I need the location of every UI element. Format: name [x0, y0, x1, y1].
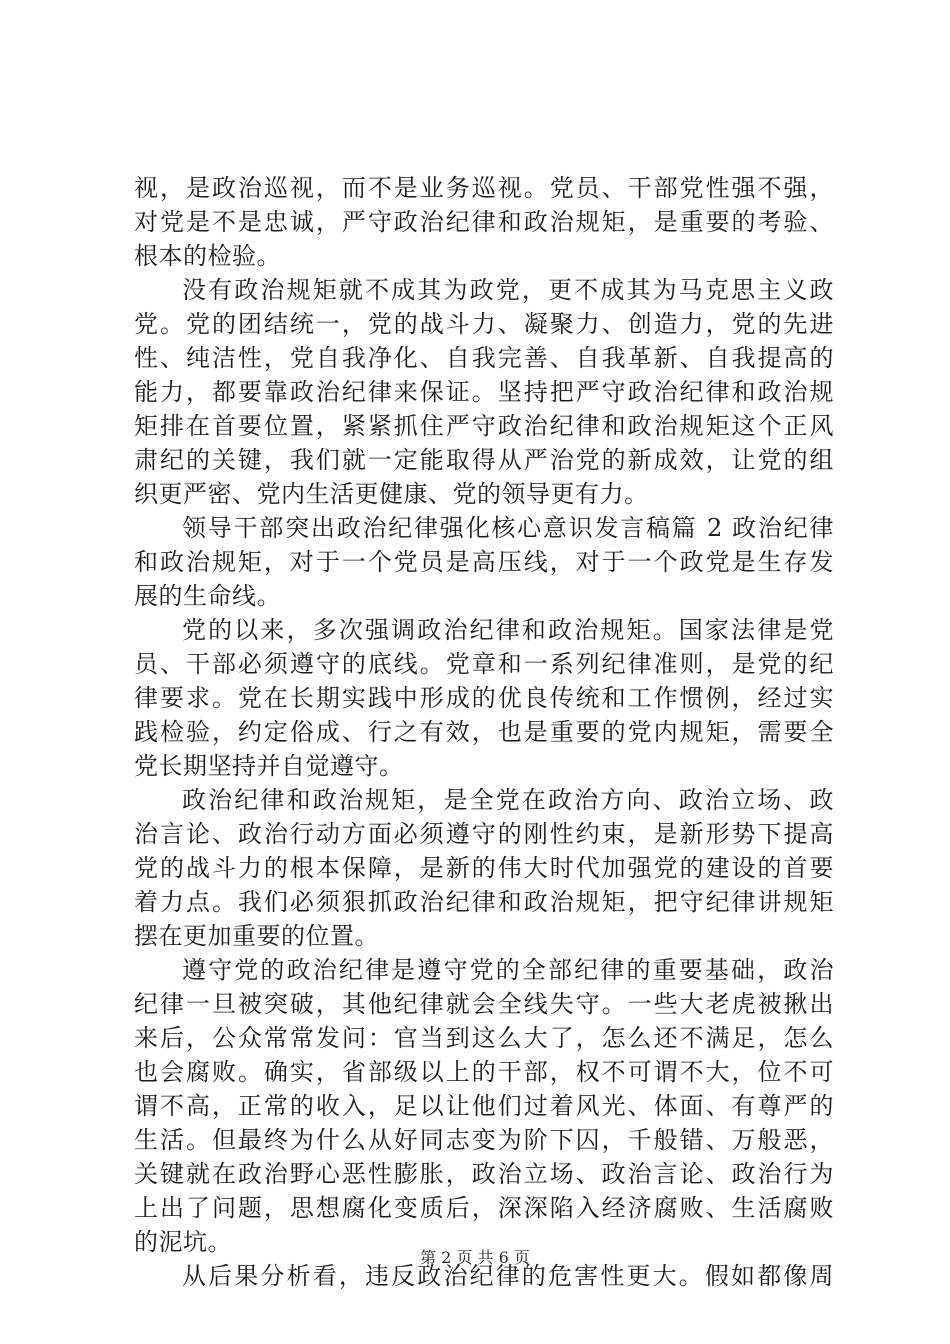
- text-line: 政治纪律和政治规矩，是全党在政治方向、政治立场、政: [182, 786, 834, 814]
- text-line: 上出了问题，思想腐化变质后，深深陷入经济腐败、生活腐败: [134, 1194, 834, 1222]
- text-line: 员、干部必须遵守的底线。党章和一系列纪律准则，是党的纪: [134, 650, 834, 678]
- text-line: 从后果分析看，违反政治纪律的危害性更大。假如都像周: [182, 1262, 834, 1290]
- text-line: 能力，都要靠政治纪律来保证。坚持把严守政治纪律和政治规: [134, 378, 834, 406]
- text-line: 也会腐败。确实，省部级以上的干部，权不可谓不大，位不可: [134, 1058, 834, 1086]
- text-line: 性、纯洁性，党自我净化、自我完善、自我革新、自我提高的: [134, 344, 834, 372]
- page-footer: [0, 1248, 950, 1268]
- text-line: 对党是不是忠诚，严守政治纪律和政治规矩，是重要的考验、: [134, 208, 834, 236]
- text-line: 肃纪的关键，我们就一定能取得从严治党的新成效，让党的组: [134, 446, 834, 474]
- text-line: 视，是政治巡视，而不是业务巡视。党员、干部党性强不强，: [134, 174, 834, 202]
- text-line: 践检验，约定俗成、行之有效，也是重要的党内规矩，需要全: [134, 718, 834, 746]
- text-line: 律要求。党在长期实践中形成的优良传统和工作惯例，经过实: [134, 684, 834, 712]
- text-line: 党。党的团结统一，党的战斗力、凝聚力、创造力，党的先进: [134, 310, 834, 338]
- text-line: 遵守党的政治纪律是遵守党的全部纪律的重要基础，政治: [182, 956, 834, 984]
- text-line: 根本的检验。: [134, 242, 281, 270]
- text-line: 治言论、政治行动方面必须遵守的刚性约束，是新形势下提高: [134, 820, 834, 848]
- page-number-label: 第 2 页 共 6 页: [420, 1248, 530, 1267]
- text-line: 领导干部突出政治纪律强化核心意识发言稿篇 2 政治纪律: [182, 514, 834, 542]
- document-body: [134, 171, 834, 1293]
- text-line: 摆在更加重要的位置。: [134, 922, 379, 950]
- text-line: 没有政治规矩就不成其为政党，更不成其为马克思主义政: [182, 276, 834, 304]
- text-line: 纪律一旦被突破，其他纪律就会全线失守。一些大老虎被揪出: [134, 990, 834, 1018]
- text-line: 关键就在政治野心恶性膨胀，政治立场、政治言论、政治行为: [134, 1160, 834, 1188]
- text-line: 展的生命线。: [134, 582, 281, 610]
- text-line: 矩排在首要位置，紧紧抓住严守政治纪律和政治规矩这个正风: [134, 412, 834, 440]
- text-line: 生活。但最终为什么从好同志变为阶下囚，千般错、万般恶，: [134, 1126, 834, 1154]
- text-line: 着力点。我们必须狠抓政治纪律和政治规矩，把守纪律讲规矩: [134, 888, 834, 916]
- text-line: 和政治规矩，对于一个党员是高压线，对于一个政党是生存发: [134, 548, 834, 576]
- text-line: 来后，公众常常发问：官当到这么大了，怎么还不满足，怎么: [134, 1024, 834, 1052]
- text-line: 谓不高，正常的收入，足以让他们过着风光、体面、有尊严的: [134, 1092, 834, 1120]
- text-line: 党的战斗力的根本保障，是新的伟大时代加强党的建设的首要: [134, 854, 834, 882]
- text-line: 的泥坑。: [134, 1228, 232, 1256]
- text-line: 党长期坚持并自觉遵守。: [134, 752, 404, 780]
- text-line: 织更严密、党内生活更健康、党的领导更有力。: [134, 480, 649, 508]
- text-line: 党的以来，多次强调政治纪律和政治规矩。国家法律是党: [182, 616, 834, 644]
